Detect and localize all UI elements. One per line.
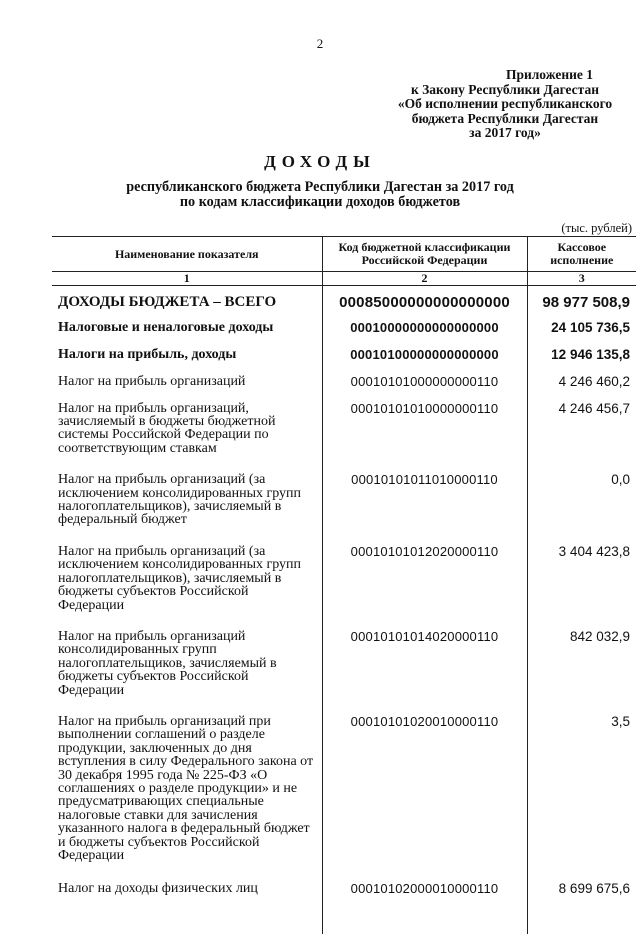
page-number: 2	[316, 36, 324, 51]
row-amount: 3 404 423,8	[527, 545, 636, 630]
document-title: ДОХОДЫ	[264, 152, 376, 171]
row-amount: 842 032,9	[527, 630, 636, 715]
column-number: 3	[527, 272, 636, 286]
row-name: Налог на прибыль организаций (за исключением консолидированных групп налогоплательщиков), зачисляемый в бюджеты субъектов Российской Федерации	[58, 543, 302, 613]
column-number-row	[52, 272, 636, 286]
appendix-line: за 2017 год»	[469, 125, 541, 141]
row-code: 00010101011010000110	[322, 473, 527, 545]
row-amount: 4 246 460,2	[527, 375, 636, 401]
table-row	[52, 402, 636, 474]
row-code: 00010100000000000000	[322, 348, 527, 375]
appendix-block	[385, 68, 625, 141]
header-name: Наименование показателя	[52, 237, 322, 272]
row-amount: 4 246 456,7	[527, 402, 636, 474]
row-name: Налог на прибыль организаций, зачисляемый в бюджеты бюджетной системы Российской Федерации по соответствующим ставкам	[58, 400, 276, 456]
row-amount: 0,0	[527, 473, 636, 545]
row-code: 00010101000000000110	[322, 375, 527, 401]
row-amount: 98 977 508,9	[527, 286, 636, 322]
subtitle-line: республиканского бюджета Республики Дагестан за 2017 год	[126, 179, 514, 195]
row-code: 00010000000000000000	[322, 321, 527, 347]
row-code: 00010101012020000110	[322, 545, 527, 630]
row-name: Налог на прибыль организаций консолидированных групп налогоплательщиков, зачисляемый в бюджеты субъектов Российской Федерации	[58, 628, 277, 698]
row-amount: 8 699 675,6	[527, 882, 636, 934]
appendix-line: к Закону Республики Дагестан	[410, 81, 599, 97]
appendix-line: «Об исполнении республиканского	[397, 96, 613, 112]
header-code: Код бюджетной классификации Российской Федерации	[322, 237, 527, 272]
row-name: Налоги на прибыль, доходы	[58, 346, 237, 362]
table-row	[52, 630, 636, 715]
column-number: 2	[322, 272, 527, 286]
table-row	[52, 545, 636, 630]
appendix-line: бюджета Республики Дагестан	[411, 110, 599, 126]
row-name: Налог на прибыль организаций (за исключением консолидированных групп налогоплательщиков), зачисляемый в федеральный бюджет	[58, 472, 302, 528]
row-amount: 24 105 736,5	[527, 321, 636, 347]
row-name: Налог на прибыль организаций	[58, 374, 246, 390]
row-amount: 3,5	[527, 715, 636, 882]
row-amount: 12 946 135,8	[527, 348, 636, 375]
table-header-row	[52, 237, 636, 272]
table-row	[52, 286, 636, 322]
table-row	[52, 473, 636, 545]
row-name: ДОХОДЫ БЮДЖЕТА – ВСЕГО	[58, 294, 277, 310]
row-name: Налог на прибыль организаций при выполнении соглашений о разделе продукции, заключенных до дня вступления в силу Федерального закона от 30 декабря 1995 года № 225-ФЗ «О соглашениях о разделе продукции» и не предусматривающих специальные налоговые ставки для зачисления указанного налога в федеральный бюджет и бюджеты субъектов Российской Федерации	[58, 713, 314, 863]
document-subtitle	[90, 180, 550, 210]
column-number: 1	[52, 272, 322, 286]
row-name: Налог на доходы физических лиц	[58, 881, 258, 897]
table-row	[52, 375, 636, 401]
table-row	[52, 348, 636, 375]
revenue-table	[52, 236, 636, 934]
appendix-title: Приложение 1	[505, 67, 593, 82]
subtitle-line: по кодам классификации доходов бюджетов	[179, 194, 461, 210]
table-row	[52, 715, 636, 882]
row-name: Налоговые и неналоговые доходы	[58, 320, 274, 336]
row-code: 00010101014020000110	[322, 630, 527, 715]
table-row	[52, 882, 636, 934]
table-row	[52, 321, 636, 347]
header-amount: Кассовое исполнение	[527, 237, 636, 272]
row-code: 00010101010000000110	[322, 402, 527, 474]
row-code: 00010102000010000110	[322, 882, 527, 934]
row-code: 00010101020010000110	[322, 715, 527, 882]
unit-note: (тыс. рублей)	[561, 221, 632, 235]
row-code: 00085000000000000000	[322, 286, 527, 322]
